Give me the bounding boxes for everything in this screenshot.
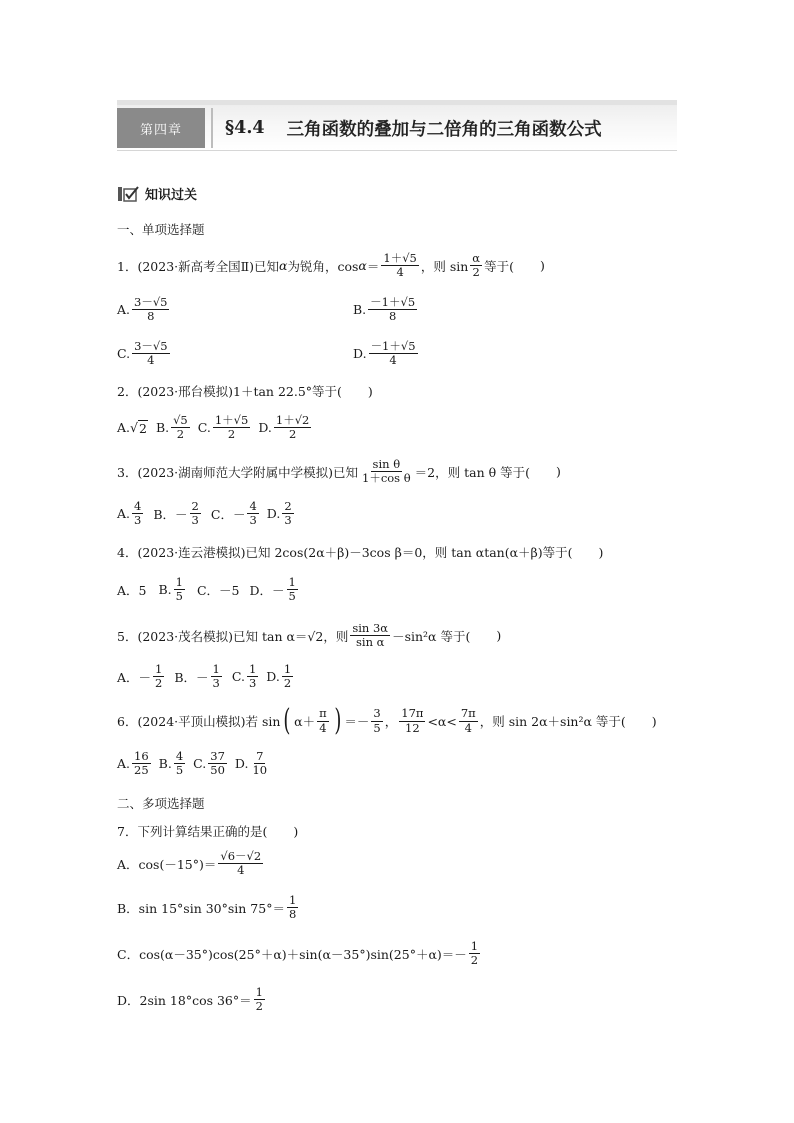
frac-num: 4 [175, 749, 184, 763]
frac-den: 3 [248, 676, 257, 691]
option-frac [247, 663, 258, 690]
frac-den: 3 [134, 513, 142, 528]
q4-stem: 4．(2023·连云港模拟)已知 2cos(2α＋β)－3cos β＝0，则 tan αtan(α＋β)等于( [117, 545, 573, 560]
q6-value-frac [371, 707, 382, 734]
frac-num: √5 [173, 413, 188, 427]
q6-eq: ＝－ [344, 714, 370, 729]
frac-num: 4 [134, 499, 142, 513]
q6-inner: α＋ [294, 714, 316, 729]
option-label: A．－ [117, 669, 152, 685]
frac-num: π [319, 706, 327, 721]
option-label: C． [210, 506, 233, 522]
q5-stem-a: 5．(2023·茂名模拟)已知 tan α＝√2，则 [117, 628, 349, 644]
frac-num: 1 [288, 893, 297, 907]
option-frac [247, 500, 258, 527]
close-paren: ) [598, 544, 604, 560]
option-sign: － [232, 506, 246, 522]
frac-den: 4 [389, 353, 397, 368]
frac-den: 25 [134, 763, 149, 778]
frac-num: －1＋√5 [370, 295, 416, 309]
option-frac [190, 500, 201, 527]
frac-den: 5 [175, 589, 183, 604]
option-frac [368, 296, 417, 323]
close-paren: ) [293, 823, 299, 839]
option-label: C. [231, 669, 245, 685]
frac-num: 1＋√5 [214, 413, 249, 427]
question-6: 6．(2024·平顶山模拟)若 sin ( α＋ $\frac{\pi}{4}$ ) ＝－ $\frac{3}{5}$ ， $\frac{17\pi}{12}$ <α< $\frac{7\pi}{4}$ ，则 sin 2α＋sin²α 等于( ) [117, 703, 657, 738]
frac-num: 37 [210, 749, 225, 763]
option-label: A. [117, 420, 131, 436]
frac-den: 2 [176, 427, 185, 442]
option-frac [153, 663, 164, 690]
frac-den: 5 [288, 589, 296, 604]
chapter-label: 第四章 [117, 108, 205, 148]
frac-den: 4 [464, 720, 472, 735]
option-frac [208, 750, 227, 777]
frac-den: sin α [355, 635, 385, 650]
option-label: C. [197, 420, 211, 436]
close-paren: ) [651, 713, 657, 729]
banner-divider [211, 108, 213, 148]
q6-stem-b: ，则 sin 2α＋sin²α 等于( [479, 714, 626, 729]
frac-num: 2 [284, 499, 292, 513]
category-single: 一、单项选择题 [117, 222, 205, 237]
q1-given-frac [381, 252, 418, 279]
frac-den: 4 [319, 720, 327, 735]
frac-den: 8 [288, 907, 297, 922]
frac-den: 3 [212, 676, 220, 691]
frac-den: 5 [373, 720, 381, 735]
frac-den: 2 [155, 676, 163, 691]
option-label: D. [258, 420, 272, 436]
close-paren: ) [367, 383, 373, 399]
q5-options [117, 663, 295, 690]
q6-range-high [459, 707, 478, 734]
question-1: 1．(2023·新高考全国Ⅱ)已知 α 为锐角，cos α ＝ $\frac{1+√5}{4}$ ，则 sin $\frac{\alpha}{2}$ 等于( ) [117, 251, 545, 280]
q7-option-d [117, 986, 267, 1013]
option-text: C．cos(α－35°)cos(25°＋α)＋sin(α－35°)sin(25°＋α)＝－ [117, 946, 467, 962]
frac-den: 12 [405, 720, 420, 735]
option-frac [174, 750, 185, 777]
question-3 [117, 458, 561, 485]
frac-den: 3 [284, 513, 292, 528]
q2-options: A. √ 2 B. $\frac{√5}{2}$ C. $\frac{1+√5}{2}$ D. $\frac{1+√2}{2}$ [117, 413, 310, 442]
frac-num: sin θ [372, 457, 401, 471]
option-label: B．－ [174, 669, 209, 685]
option-frac [369, 340, 418, 367]
question-2 [117, 382, 373, 400]
frac-num: 7π [460, 706, 476, 721]
frac-den: 2 [288, 427, 297, 442]
frac-den: 2 [283, 676, 292, 691]
frac-num: 4 [249, 499, 257, 513]
option-a: A．5 [117, 582, 147, 598]
frac-num: √6－√2 [220, 849, 262, 863]
option-frac [274, 414, 311, 441]
q1-given-num: 1＋√5 [383, 251, 417, 265]
close-paren: ) [555, 464, 561, 480]
q1-option-c [117, 340, 172, 367]
q6-options [117, 750, 271, 777]
q4-options [117, 576, 300, 603]
question-7 [117, 822, 298, 840]
frac-den: 8 [388, 309, 397, 324]
option-frac [218, 850, 263, 877]
banner-bottom-line [117, 150, 677, 151]
option-label: D．－ [249, 582, 285, 598]
q1-alpha: α [279, 258, 288, 274]
frac-num: 1 [175, 575, 183, 589]
q6-stem-a: 6．(2024·平顶山模拟)若 sin [117, 714, 281, 729]
frac-num: 1＋√2 [275, 413, 310, 427]
frac-num: 1 [248, 662, 257, 676]
q7-option-c [117, 940, 482, 967]
frac-den: 4 [237, 863, 245, 878]
option-label: B. [353, 302, 367, 318]
close-paren: ) [539, 258, 545, 274]
q3-options [117, 500, 296, 527]
option-label: D. [266, 506, 281, 522]
right-paren: ) [334, 703, 342, 738]
frac-num: 1 [283, 662, 292, 676]
option-frac [287, 894, 298, 921]
frac-num: －1＋√5 [370, 339, 416, 353]
option-frac [171, 414, 190, 441]
q1-stem-a: 1．(2023·新高考全国Ⅱ)已知 [117, 258, 279, 274]
frac-num: sin 3α [352, 621, 389, 635]
frac-num: 1 [155, 662, 163, 676]
frac-den: 3 [249, 513, 257, 528]
option-frac [211, 663, 222, 690]
q2-a-value: 2 [138, 420, 147, 436]
q7-option-a [117, 850, 265, 877]
option-frac [469, 940, 480, 967]
q5-stem-b: －sin²α 等于( [392, 628, 471, 644]
frac-den: 10 [252, 763, 268, 778]
option-label: A. [117, 756, 131, 772]
section-title [225, 108, 602, 148]
option-label: D. [266, 669, 280, 685]
chapter-banner [117, 100, 677, 154]
frac-den: 2 [227, 427, 236, 442]
q7-option-b [117, 894, 300, 921]
frac-num: 7 [256, 749, 264, 763]
option-frac [132, 340, 169, 367]
option-label: B. [158, 756, 172, 772]
q1-given-den: 4 [396, 265, 404, 280]
knowledge-heading [117, 184, 197, 203]
option-c: C．－5 [196, 582, 240, 598]
frac-num: 17π [401, 706, 424, 721]
option-frac [132, 296, 169, 323]
option-label: B. [155, 420, 170, 436]
frac-den: 3 [191, 513, 199, 528]
banner-top-line [117, 100, 677, 105]
q1-half-num: α [472, 251, 481, 265]
knowledge-heading-text: 知识过关 [145, 188, 198, 203]
q6-lt: <α< [427, 713, 457, 729]
option-frac [250, 750, 269, 777]
q1-option-d [353, 340, 420, 367]
frac-num: 16 [134, 749, 149, 763]
q1-stem-b: 为锐角，cos [287, 258, 359, 274]
q7-stem: 7．下列计算结果正确的是( [117, 824, 268, 839]
q1-stem-d: 等于( [484, 258, 514, 274]
option-frac [282, 500, 293, 527]
frac-num: 3－√5 [134, 295, 168, 309]
q2-stem: 2．(2023·邢台模拟)1＋tan 22.5°等于( [117, 384, 342, 399]
frac-num: 2 [191, 499, 199, 513]
q6-range-low [399, 707, 425, 734]
question-4 [117, 543, 603, 561]
option-label: D. [234, 756, 249, 772]
checkmark-box-icon [117, 186, 139, 202]
question-5 [117, 622, 501, 649]
frac-num: 3 [373, 706, 381, 721]
option-frac [287, 576, 298, 603]
category-multi: 二、多项选择题 [117, 796, 205, 811]
option-frac [132, 750, 151, 777]
q3-stem-a: 3．(2023·湖南师范大学附属中学模拟)已知 [117, 464, 358, 480]
option-frac [254, 986, 265, 1013]
q6-pi-frac [317, 707, 329, 734]
q5-frac [350, 622, 390, 649]
option-label: A. [117, 506, 131, 522]
close-paren: ) [496, 628, 502, 644]
option-text: B．sin 15°sin 30°sin 75°＝ [117, 900, 285, 916]
option-label: A. [117, 302, 131, 318]
frac-den: 2 [255, 999, 263, 1014]
q1-option-b [353, 296, 419, 323]
q3-stem-b: ＝2，则 tan θ 等于( [414, 464, 530, 480]
option-text: D．2sin 18°cos 36°＝ [117, 992, 252, 1008]
frac-den: 2 [470, 953, 479, 968]
frac-num: 3－√5 [134, 339, 168, 353]
q1-alpha-2: α [358, 258, 367, 274]
frac-den: 4 [147, 353, 155, 368]
section-number: §4.4 [225, 118, 265, 138]
frac-num: 1 [255, 985, 263, 999]
frac-num: 1 [470, 939, 479, 953]
q1-stem-c: ，则 sin [420, 258, 469, 274]
frac-den: 1＋cos θ [362, 471, 411, 486]
q1-half-den: 2 [472, 265, 480, 280]
frac-den: 8 [147, 309, 155, 324]
option-frac [132, 500, 143, 527]
left-paren: ( [283, 703, 291, 738]
option-label: B. [158, 582, 172, 598]
option-label: D. [353, 346, 367, 362]
option-frac [213, 414, 250, 441]
frac-den: 50 [210, 763, 225, 778]
option-text: A．cos(－15°)＝ [117, 856, 217, 872]
q3-frac [360, 458, 413, 485]
q1-half-frac [470, 252, 482, 279]
option-frac [282, 663, 293, 690]
option-frac [174, 576, 185, 603]
section-title-text: 三角函数的叠加与二倍角的三角函数公式 [286, 119, 602, 140]
frac-num: 1 [288, 575, 296, 589]
frac-num: 1 [212, 662, 220, 676]
option-label: C. [117, 346, 131, 362]
option-label: B． [153, 506, 176, 522]
option-sign: － [175, 506, 188, 522]
q1-option-a [117, 296, 171, 323]
frac-den: 5 [175, 763, 184, 778]
option-label: C. [193, 756, 207, 772]
